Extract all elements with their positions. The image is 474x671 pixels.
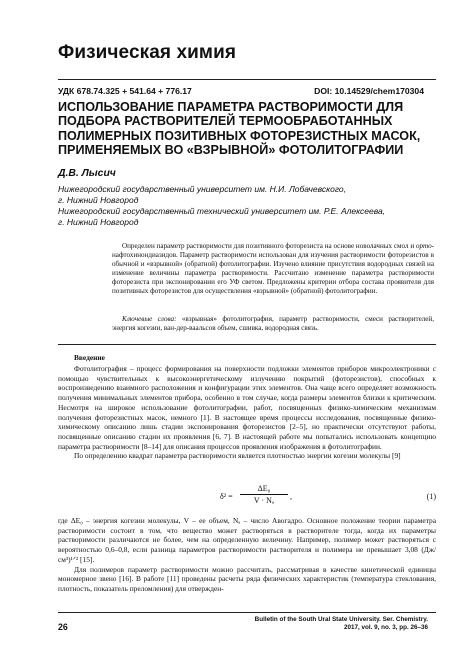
formula-comma: ,: [290, 492, 292, 501]
abstract-text: [112, 242, 434, 296]
article-author: Д.В. Лысич: [58, 168, 116, 179]
body-paragraph-3: где ΔE₀ – энергия когезии молекулы, V – ее объем, Nₐ – число Авогадро. Основное положение теории параметра растворимости состоит в том, что вещество может растворяться в растворителе тогда, когда их параметры растворимости различаются не более, чем на определенную величину. Например, полимер может растворяться с вероятностью 0,6–0,8, если разница параметров растворимости растворителя и полимера не превышает 3,08 (Дж/см³)¹ᐟ² [15].: [58, 516, 436, 564]
page-number: 26: [58, 622, 68, 632]
keywords-text: «взрывная» фотолитография, параметр растворимости, смеси растворителей, энергия когезии, ван-дер-ваальсов объем, сшивка, водородная связь.: [112, 315, 434, 333]
affiliation-1-city: г. Нижний Новгород: [58, 194, 139, 205]
formula-lhs: δ² =: [220, 492, 233, 501]
footer-rule: [58, 612, 436, 613]
affiliation-1-institution: Нижегородский государственный университет им. Н.И. Лобачевского,: [58, 184, 347, 194]
header-rule: [58, 79, 436, 80]
article-title: ИСПОЛЬЗОВАНИЕ ПАРАМЕТРА РАСТВОРИМОСТИ ДЛЯ ПОДБОРА РАСТВОРИТЕЛЕЙ ТЕРМООБРАБОТАННЫХ ПОЛИМЕРНЫХ ПОЗИТИВНЫХ ФОТОРЕЗИСТНЫХ МАСОК, ПРИМЕНЯЕМЫХ ВО «ВЗРЫВНОЙ» ФОТОЛИТОГРАФИИ: [58, 100, 421, 157]
journal-name: Bulletin of the South Ural State University. Ser. Chemistry.: [254, 616, 428, 623]
journal-citation: [188, 616, 428, 632]
intro-paragraph-1: Фотолитография – процесс формирования на поверхности подложки элементов приборов микроэлектроники с помощью чувствительных к высокоэнергетическому излучению покрытий (фоторезистов), способных к воспроизведению взаимного расположения и конфигурации этих элементов. Она чаще всего определяет возможность получения минимальных элементов прибора, особенно в том случае, когда размеры элементов близки к критическим. Несмотря на широкое использование фотолитографии, работ, посвященных физико-химическим механизмам получения фоторезистных масок, немного [1]. В настоящее время процессы исследования, посвященные физико-химическому описанию лишь стадии экспонирования фоторезистов [2–5], но практически отсутствуют работы, посвященные описанию стадии их проявления [6, 7]. В настоящей работе мы попытались использовать концепцию параметра растворимости [8–14] для описания процессов проявления изображения в фотолитографии.: [58, 364, 436, 451]
abstract-part-2: -нафтохинондиазидов. Параметр растворимости использован для изучения растворимости фоторезистов в обычной и «взрывной» (обратной) фотолитографии. Изучено влияние присутствия водородных связей на изменение величины параметра растворимости. Рассчитано изменение параметра растворимости фоторезиста при экспонировании его УФ светом. Предложены критерии отбора состава проявителя для позитивных фоторезистов для осуществления «взрывной» (обратной) фотолитографии.: [112, 242, 434, 296]
body-continuation: [58, 516, 436, 594]
keywords-label: Ключевые слова:: [122, 315, 177, 323]
keywords: [112, 315, 434, 333]
abstract-part-1: Определен параметр растворимости для позитивного фоторезиста на основе новолачных смол и: [122, 242, 416, 250]
abstract: [112, 242, 434, 296]
formula-number: (1): [426, 492, 436, 501]
abstract-orto: орто: [415, 242, 432, 250]
abstract-divider: [58, 344, 436, 345]
formula-numerator: ΔE₀: [240, 484, 288, 495]
affiliation-2-institution: Нижегородский государственный технический университет им. Р.Е. Алексеева,: [58, 206, 386, 216]
udk-code: УДК 678.74.325 + 541.64 + 776.17: [58, 86, 192, 96]
affiliation-2-city: г. Нижний Новгород: [58, 216, 139, 227]
doi: DOI: 10.14529/chem170304: [314, 86, 424, 96]
intro-heading: Введение: [74, 353, 105, 362]
affiliation-2: [58, 206, 438, 227]
body-paragraph-4: Для полимеров параметр растворимости можно рассчитать, рассматривая в качестве кинетической единицы мономерное звено [16]. В работе [11] проведены расчеты ряда физических характеристик (температура стеклования, плотность, показатель преломления) для отвержден-: [58, 564, 436, 593]
journal-volume: 2017, vol. 9, no. 3, pp. 26–36: [344, 623, 428, 631]
formula-1: [180, 484, 442, 510]
affiliation-1: [58, 184, 438, 205]
intro-body: [58, 364, 436, 461]
intro-paragraph-2: По определению квадрат параметра растворимости является плотностью энергии когезии молекулы [9]: [74, 451, 401, 461]
formula-fraction: [240, 484, 288, 505]
journal-section-title: Физическая химия: [58, 42, 237, 63]
formula-denominator: V · Nₐ: [253, 496, 275, 505]
